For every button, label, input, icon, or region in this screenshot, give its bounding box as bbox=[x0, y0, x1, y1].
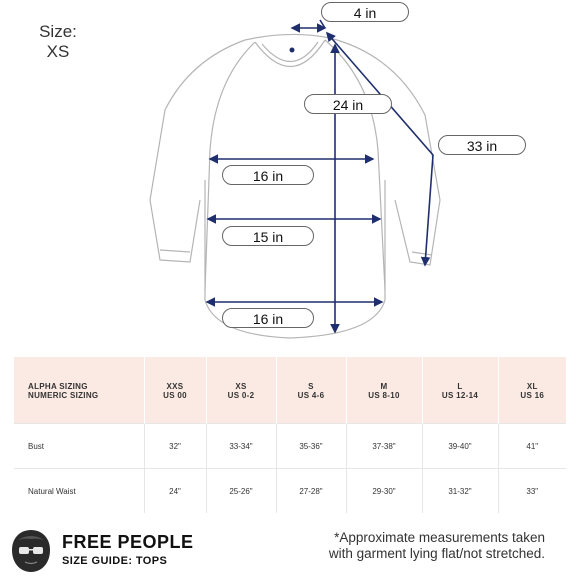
shoulder-leader bbox=[320, 20, 325, 28]
bust-cell: 33-34" bbox=[206, 424, 276, 469]
numeric-sizing-label: NUMERIC SIZING bbox=[14, 391, 144, 424]
natural-waist-cell: 25-26" bbox=[206, 469, 276, 514]
natural-waist-label: Natural Waist bbox=[14, 469, 144, 514]
shoulder-measurement-label: 4 in bbox=[321, 2, 409, 22]
alpha-size-cell: XXS bbox=[144, 357, 206, 391]
bust-cell: 32" bbox=[144, 424, 206, 469]
sleeve-arrow bbox=[327, 33, 433, 265]
numeric-size-cell: US 16 bbox=[498, 391, 566, 424]
sleeve-measurement-label: 33 in bbox=[438, 135, 526, 155]
alpha-size-cell: S bbox=[276, 357, 346, 391]
alpha-sizing-row bbox=[14, 357, 566, 391]
measurement-footnote bbox=[260, 530, 545, 562]
bust-cell: 41" bbox=[498, 424, 566, 469]
bust-cell: 35-36" bbox=[276, 424, 346, 469]
bust-cell: 37-38" bbox=[346, 424, 422, 469]
natural-waist-cell: 29-30" bbox=[346, 469, 422, 514]
brand-subtitle: SIZE GUIDE: TOPS bbox=[62, 555, 168, 567]
numeric-size-cell: US 8-10 bbox=[346, 391, 422, 424]
natural-waist-cell: 27-28" bbox=[276, 469, 346, 514]
size-indicator bbox=[38, 22, 78, 62]
bust-cell: 39-40" bbox=[422, 424, 498, 469]
length-measurement-label: 24 in bbox=[304, 94, 392, 114]
size-chart-table bbox=[14, 357, 566, 513]
footnote-line-1: *Approximate measurements taken bbox=[334, 530, 545, 545]
sunglasses-face-logo-icon bbox=[10, 528, 52, 574]
numeric-size-cell: US 12-14 bbox=[422, 391, 498, 424]
bust-label: Bust bbox=[14, 424, 144, 469]
hem-measurement-label: 16 in bbox=[222, 308, 314, 328]
numeric-size-cell: US 0-2 bbox=[206, 391, 276, 424]
brand-name: FREE PEOPLE bbox=[62, 532, 194, 552]
bust-measurement-label: 16 in bbox=[222, 165, 314, 185]
alpha-size-cell: XL bbox=[498, 357, 566, 391]
numeric-size-cell: US 00 bbox=[144, 391, 206, 424]
natural-waist-row bbox=[14, 469, 566, 514]
natural-waist-cell: 33" bbox=[498, 469, 566, 514]
footnote-line-2: with garment lying flat/not stretched. bbox=[328, 546, 545, 561]
numeric-sizing-row bbox=[14, 391, 566, 424]
size-indicator-value: XS bbox=[46, 42, 70, 61]
alpha-size-cell: M bbox=[346, 357, 422, 391]
size-indicator-label: Size: bbox=[39, 22, 77, 41]
alpha-sizing-label: ALPHA SIZING bbox=[14, 357, 144, 391]
shirt-outline bbox=[150, 34, 440, 338]
neck-point-dot bbox=[290, 48, 295, 53]
alpha-size-cell: XS bbox=[206, 357, 276, 391]
waist-measurement-label: 15 in bbox=[222, 226, 314, 246]
alpha-size-cell: L bbox=[422, 357, 498, 391]
natural-waist-cell: 31-32" bbox=[422, 469, 498, 514]
bust-row bbox=[14, 424, 566, 469]
natural-waist-cell: 24" bbox=[144, 469, 206, 514]
numeric-size-cell: US 4-6 bbox=[276, 391, 346, 424]
